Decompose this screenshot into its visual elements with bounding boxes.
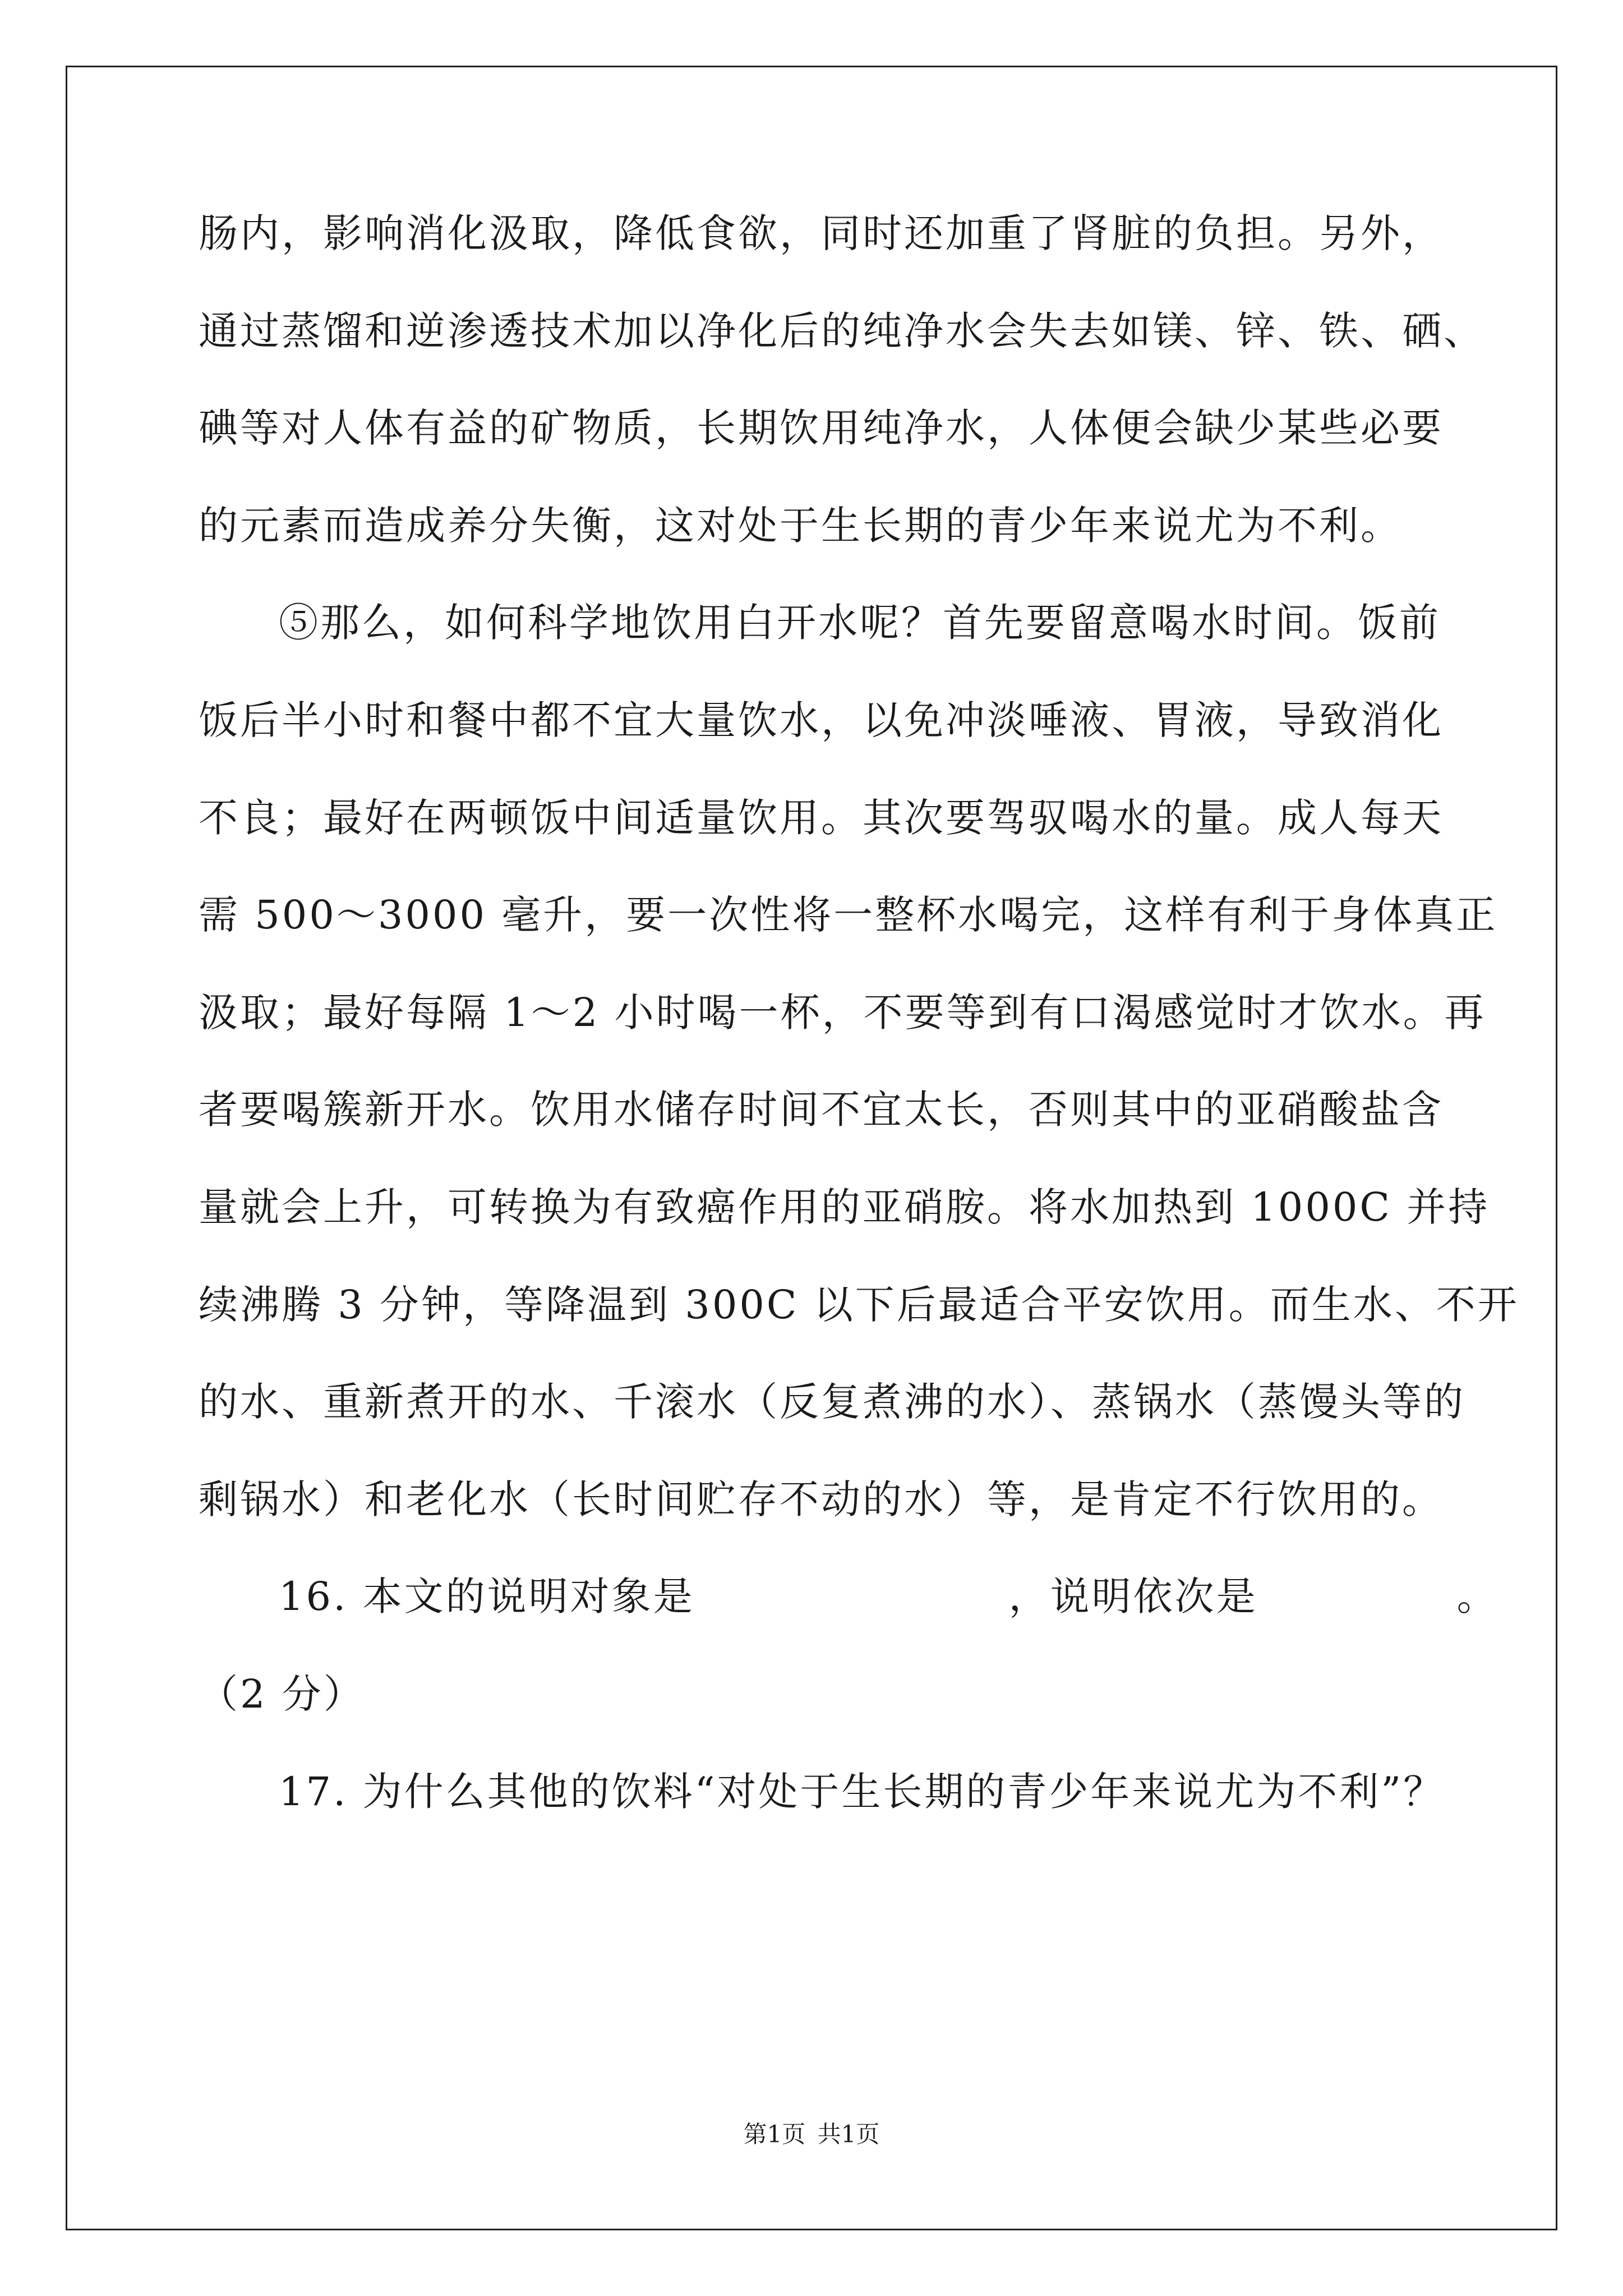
page-number: 第1页 [743, 2120, 806, 2148]
body-line-12: 续沸腾 3 分钟，等降温到 300C 以下后最适合平安饮用。而生水、不开 [199, 1282, 1519, 1328]
body-line-10: 者要喝簇新开水。饮用水储存时间不宜太长，否则其中的亚硝酸盐含 [199, 1087, 1444, 1133]
question-16-end: 。 [1456, 1573, 1498, 1619]
body-line-3: 碘等对人体有益的矿物质，长期饮用纯净水，人体便会缺少某些必要 [199, 405, 1444, 451]
body-line-8: 需 500～3000 毫升，要一次性将一整杯水喝完，这样有利于身体真正 [199, 892, 1498, 938]
body-line-14: 剩锅水）和老化水（长时间贮存不动的水）等，是肯定不行饮用的。 [199, 1476, 1444, 1522]
body-line-6: 饭后半小时和餐中都不宜大量饮水，以免冲淡唾液、胃液，导致消化 [199, 697, 1444, 743]
body-line-2: 通过蒸馏和逆渗透技术加以净化后的纯净水会失去如镁、锌、铁、硒、 [199, 308, 1485, 354]
paragraph-5-start: ⑤那么，如何科学地饮用白开水呢？首先要留意喝水时间。饭前 [279, 600, 1441, 646]
body-line-11: 量就会上升，可转换为有致癌作用的亚硝胺。将水加热到 1000C 并持 [199, 1184, 1490, 1230]
body-line-13: 的水、重新煮开的水、千滚水（反复煮沸的水）、蒸锅水（蒸馒头等的 [199, 1379, 1465, 1425]
body-line-1: 肠内，影响消化汲取，降低食欲，同时还加重了肾脏的负担。另外， [199, 210, 1444, 256]
question-16-score: （2 分） [199, 1671, 365, 1717]
question-16 [279, 1571, 1498, 1622]
body-line-7: 不良；最好在两顿饭中间适量饮用。其次要驾驭喝水的量。成人每天 [199, 795, 1444, 841]
page-border [66, 66, 1557, 2230]
body-line-9: 汲取；最好每隔 1～2 小时喝一杯，不要等到有口渴感觉时才饮水。再 [199, 990, 1486, 1036]
body-line-4: 的元素而造成养分失衡，这对处于生长期的青少年来说尤为不利。 [199, 503, 1402, 549]
question-17: 17. 为什么其他的饮料“对处于生长期的青少年来说尤为不利”？ [279, 1769, 1445, 1815]
question-16-prompt: 16. 本文的说明对象是 [279, 1573, 695, 1619]
page-footer [0, 2118, 1623, 2151]
page-total: 共1页 [817, 2120, 880, 2148]
question-16-prompt-2: ，说明依次是 [1008, 1573, 1258, 1619]
